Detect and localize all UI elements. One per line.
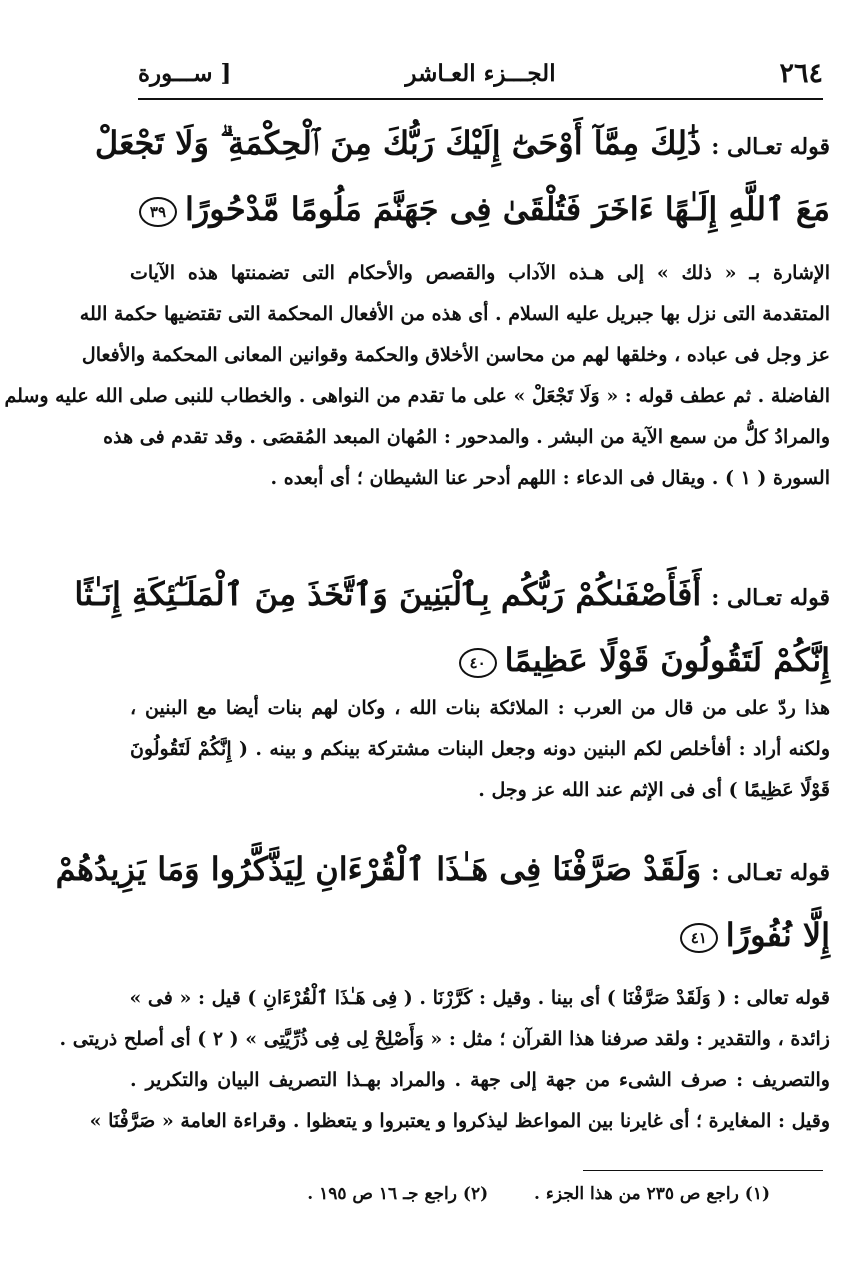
verse-intro: قوله تعـالى : [711,860,830,886]
verse-block-39 [94,112,830,240]
commentary-line: قوله تعالى : ( وَلَقَدْ صَرَّفْنَا ) أى بينا . وقيل : كَرَّرْنَا . ( فِى هَـٰذَا ٱلْقُرْءَانِ ) قيل : « فى » [129,987,830,1009]
footnotes [270,1184,770,1204]
commentary-line: ولكنه أراد : أفأخلص لكم البنين دونه وجعل البنات مشتركة بينكم و بينه . ( إِنَّكُمْ لَتَقُولُونَ [130,738,830,760]
verse-text: أَفَأَصْفَىٰكُمْ رَبُّكُم بِٱلْبَنِينَ وَٱتَّخَذَ مِنَ ٱلْمَلَـٰٓئِكَةِ إِنَـٰثًا [74,575,702,613]
verse-text: وَلَقَدْ صَرَّفْنَا فِى هَـٰذَا ٱلْقُرْءَانِ لِيَذَّكَّرُوا وَمَا يَزِيدُهُمْ [55,850,702,888]
verse-line [74,563,830,629]
footnote-divider [583,1170,823,1171]
page-header [138,58,823,98]
commentary-line: والتصريف : صرف الشىء من جهة إلى جهة . والمراد بهـذا التصريف البيان والتكرير . [130,1069,830,1091]
verse-text: إِنَّكُمْ لَتَقُولُونَ قَوْلًا عَظِيمًا [504,641,830,679]
commentary-line: المتقدمة التى نزل بها جبريل عليه السلام . أى هذه من الأفعال المحكمة التى تقتضيها حكمة الله [79,303,830,325]
verse-text: مَعَ ٱللَّهِ إِلَـٰهًا ءَاخَرَ فَتُلْقَىٰ فِى جَهَنَّمَ مَلُومًا مَّدْحُورًا [184,190,830,228]
surah-label: [ ســـورة [138,60,232,87]
commentary-line: والمرادُ كلُّ من سمع الآية من البشر . والمدحور : المُهان المبعد المُقصَى . وقد تقدم فى هذه [103,426,830,448]
page-number: ٢٦٤ [779,58,823,89]
commentary-line: وقيل : المغايرة ؛ أى غايرنا بين المواعظ ليذكروا و يعتبروا و يتعظوا . وقراءة العامة « صَرَّفْنَا » [89,1110,830,1132]
commentary-block [59,978,830,1142]
verse-number: ٤٠ [459,648,497,678]
verse-line [94,112,830,178]
commentary-line: السورة ( ١ ) . ويقال فى الدعاء : اللهم أدحر عنا الشيطان ؛ أى أبعده . [270,467,830,489]
verse-intro: قوله تعـالى : [711,134,830,160]
running-title: الجـــزء العـاشر [405,60,556,87]
footnote-1: (١) راجع ص ٢٣٥ من هذا الجزء . [534,1184,770,1204]
verse-block-41 [55,838,830,966]
verse-line [55,838,830,904]
header-divider [138,98,823,100]
commentary-line: عز وجل فى عباده ، وخلقها لهم من محاسن الأخلاق والحكمة وقوانين المعانى المحكمة والأفعال [81,344,830,366]
commentary-line: الفاضلة . ثم عطف قوله : « وَلَا تَجْعَلْ » على ما تقدم من النواهى . والخطاب للنبى صلى الله عليه وسلم [4,385,830,407]
verse-text: ذَٰلِكَ مِمَّآ أَوْحَىٰٓ إِلَيْكَ رَبُّكَ مِنَ ٱلْحِكْمَةِ ۗ وَلَا تَجْعَلْ [94,124,702,162]
verse-line [130,629,830,691]
verse-number: ٣٩ [139,197,177,227]
verse-text: إِلَّا نُفُورًا [725,916,830,954]
commentary-block [130,688,830,811]
footnote-2: (٢) راجع جـ ١٦ ص ١٩٥ . [307,1184,489,1204]
commentary-line: زائدة ، والتقدير : ولقد صرفنا هذا القرآن ؛ مثل : « وَأَصْلِحْ لِى فِى ذُرِّيَّتِى » ( ٢ ) أى أصلح ذريتى . [59,1028,830,1050]
verse-number: ٤١ [680,923,718,953]
verse-block-40 [74,563,830,691]
verse-line [130,178,830,240]
verse-intro: قوله تعـالى : [711,585,830,611]
commentary-line: قَوْلًا عَظِيمًا ) أى فى الإثم عند الله عز وجل . [478,779,830,801]
commentary-block [4,253,830,499]
commentary-line: هذا ردّ على من قال من العرب : الملائكة بنات الله ، وكان لهم بنات أيضا مع البنين ، [130,697,830,719]
commentary-line: الإشارة بـ « ذلك » إلى هـذه الآداب والقصص والأحكام التى تضمنتها هذه الآيات [130,262,830,284]
verse-line [130,904,830,966]
